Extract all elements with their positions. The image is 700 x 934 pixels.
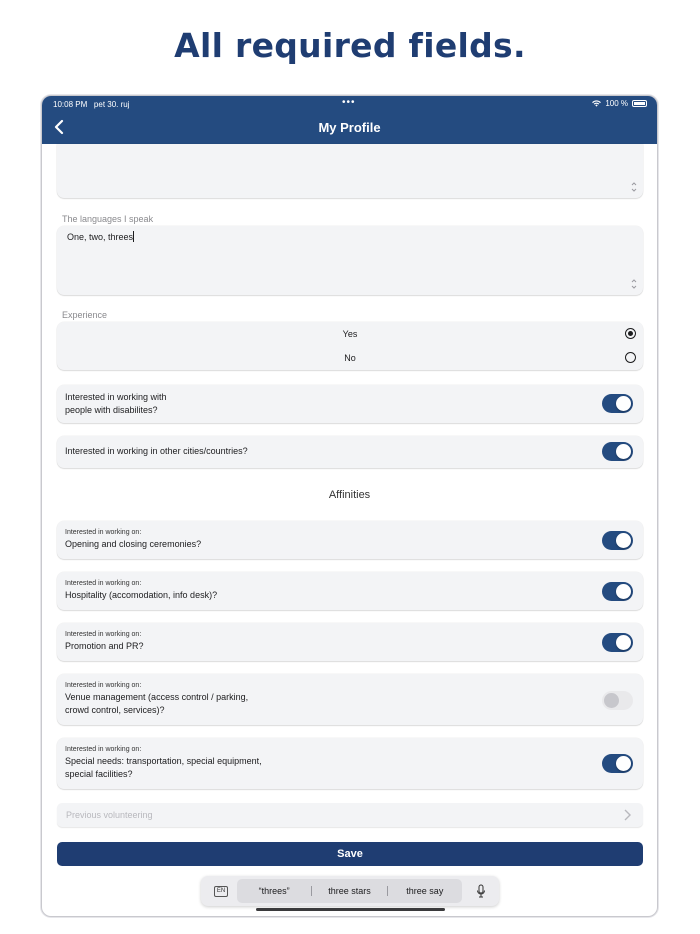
affinity-row-special-needs <box>57 738 643 789</box>
profile-form <box>42 144 657 917</box>
affinity-row-ceremonies <box>57 521 643 559</box>
status-time: 10:08 PM pet 30. ruj <box>53 100 130 109</box>
affinity-row-hospitality <box>57 572 643 610</box>
radio-label: No <box>344 353 356 363</box>
promotion-toggle[interactable] <box>602 633 633 652</box>
toggle-label: Interested in working in other cities/countries? <box>65 446 248 456</box>
resize-grip-icon <box>630 181 638 193</box>
keyboard-language-icon[interactable]: EN <box>214 886 228 897</box>
status-bar <box>42 96 657 112</box>
radio-label: Yes <box>342 329 358 339</box>
previous-volunteering-row[interactable] <box>57 803 643 827</box>
affinity-row-promotion <box>57 623 643 661</box>
battery-percent: 100 % <box>605 99 628 108</box>
experience-option-yes[interactable] <box>57 322 643 346</box>
battery-icon <box>632 100 647 107</box>
toggle-row-other-cities <box>57 436 643 468</box>
suggestion-2[interactable]: three stars <box>328 886 371 896</box>
other-cities-toggle[interactable] <box>602 442 633 461</box>
keyboard-suggestion-bar <box>201 876 499 906</box>
languages-value[interactable]: One, two, threes <box>67 232 134 242</box>
suggestion-3[interactable]: three say <box>406 886 444 896</box>
previous-textarea[interactable] <box>57 144 643 198</box>
toggle-label: Interested in working on: Hospitality (accomodation, info desk)? <box>65 580 218 600</box>
toggle-label: Interested in working on: Opening and closing ceremonies? <box>65 529 202 549</box>
multitasking-dots[interactable]: ••• <box>342 97 356 108</box>
previous-volunteering-label: Previous volunteering <box>66 810 153 820</box>
save-button[interactable]: Save <box>57 842 643 866</box>
page-title: My Profile <box>318 120 381 135</box>
autocorrect-suggestions <box>237 879 462 903</box>
disabilities-toggle[interactable] <box>602 394 633 413</box>
suggestion-1[interactable]: “threes” <box>258 886 290 896</box>
microphone-icon[interactable] <box>476 884 486 898</box>
toggle-row-disabilities <box>57 385 643 423</box>
status-right <box>592 99 647 108</box>
wifi-icon <box>592 100 601 107</box>
chevron-right-icon <box>623 809 631 821</box>
ceremonies-toggle[interactable] <box>602 531 633 550</box>
headline: All required fields. <box>174 26 526 65</box>
experience-option-no[interactable] <box>57 346 643 370</box>
text-caret <box>133 231 134 242</box>
radio-no[interactable] <box>625 352 636 363</box>
toggle-label: Interested in working on: Promotion and PR? <box>65 631 144 651</box>
affinity-row-venue <box>57 674 643 725</box>
device-frame <box>41 95 658 917</box>
hospitality-toggle[interactable] <box>602 582 633 601</box>
home-indicator[interactable] <box>256 908 445 911</box>
special-needs-toggle[interactable] <box>602 754 633 773</box>
affinities-heading: Affinities <box>328 489 371 501</box>
languages-label: The languages I speak <box>62 214 154 224</box>
venue-toggle[interactable] <box>602 691 633 710</box>
toggle-label: Interested in working on: Venue management (access control / parking, crowd control, services)? <box>65 682 249 715</box>
radio-yes[interactable] <box>625 328 636 339</box>
toggle-label: Interested in working with people with disabilites? <box>65 392 167 415</box>
languages-textarea[interactable] <box>57 226 643 295</box>
navigation-bar <box>42 96 657 144</box>
resize-grip-icon <box>630 278 638 290</box>
toggle-label: Interested in working on: Special needs: transportation, special equipment, special facilities? <box>65 746 262 779</box>
experience-label: Experience <box>62 310 108 320</box>
experience-radio-group <box>57 322 643 370</box>
